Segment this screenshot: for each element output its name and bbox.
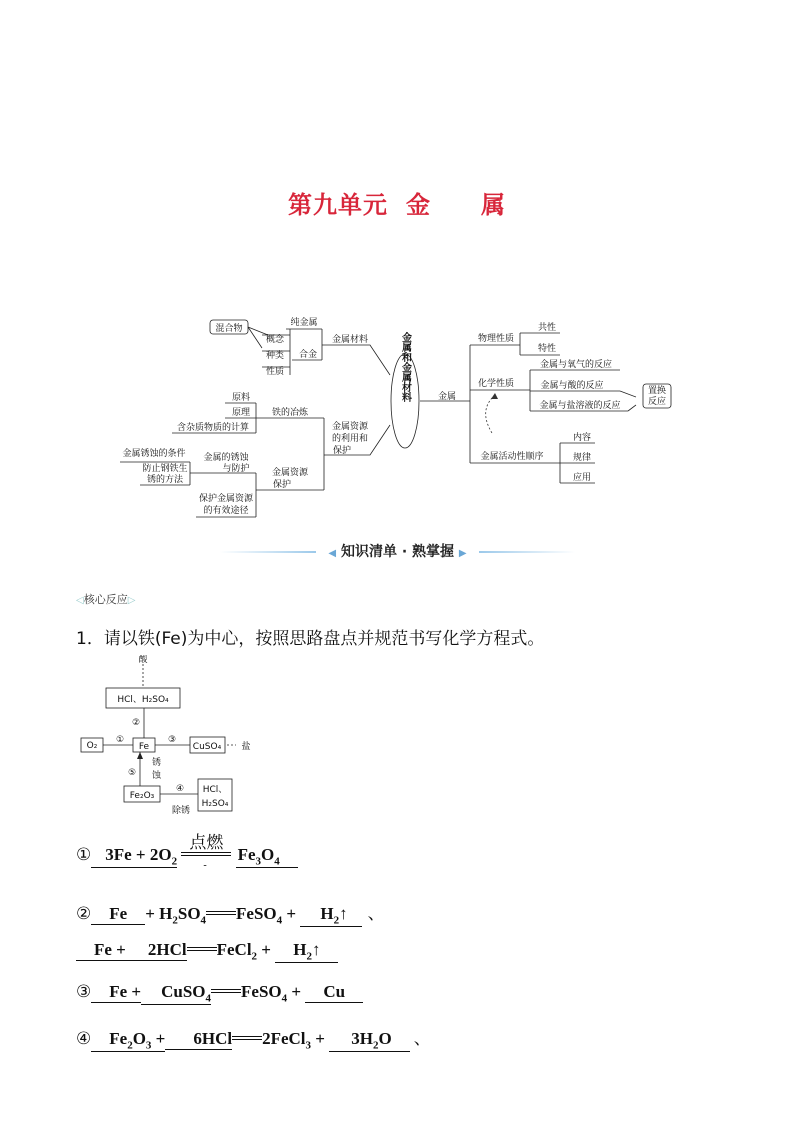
mm-baohu-l1: 金属资源	[271, 468, 309, 478]
mm-huaxuexingzhi: 化学性质	[477, 379, 515, 389]
mm-hejin: 合金	[298, 350, 318, 360]
banner-text: 知识清单 · 熟掌握	[340, 544, 455, 560]
title-part2: 金	[406, 191, 431, 219]
reaction-diagram	[76, 655, 316, 815]
mind-map	[0, 305, 794, 545]
mm-zhihuan-l1: 置换	[647, 386, 667, 396]
rd-o2: O₂	[86, 741, 98, 751]
rd-n1: ①	[115, 735, 125, 745]
mm-hanza: 含杂质物质的计算	[176, 423, 250, 433]
mm-youxiao-l1: 保护金属资源	[198, 494, 254, 504]
mm-fangzhi-l1: 防止钢铁生	[142, 464, 188, 474]
rd-shi: 蚀	[152, 771, 162, 781]
title-part1: 第九单元	[288, 191, 388, 219]
mm-zhonglei: 种类	[265, 351, 285, 361]
mm-yingyong: 应用	[572, 473, 592, 483]
page-title	[0, 185, 794, 220]
rd-n3: ③	[167, 735, 177, 745]
mm-guilv: 规律	[572, 453, 592, 463]
mm-hunhewu: 混合物	[215, 324, 243, 334]
rd-acids2-l2: H₂SO₄	[201, 799, 229, 809]
question-text: 1．请以铁(Fe)为中心，按照思路盘点并规范书写化学方程式。	[76, 629, 545, 649]
equation-4: ③ Fe + CuSO$_4$ FeSO$_4$ + Cu	[76, 982, 363, 1005]
mm-yuanliao: 原料	[231, 393, 251, 403]
rd-chuxiu: 除锈	[172, 806, 191, 815]
mm-wulixingzhi: 物理性质	[477, 334, 515, 344]
mm-ziyuan-l2: 的利用和	[331, 434, 369, 444]
rd-acids: HCl、H₂SO₄	[117, 695, 169, 705]
rd-fe: Fe	[138, 742, 150, 752]
rd-yan: 盐	[241, 742, 251, 752]
equation-5: ④ $Fe_2O_3 + 6HCl$ 2FeCl$_3$ + $3H_2O$ 、	[76, 1029, 431, 1052]
mm-suan: 金属与酸的反应	[540, 381, 604, 391]
rd-cuso4: CuSO₄	[192, 742, 222, 752]
mm-gainian: 概念	[265, 335, 285, 345]
mm-jinshucailiao: 金属材料	[331, 335, 369, 345]
rd-n5: ⑤	[127, 768, 137, 778]
mm-neirong: 内容	[572, 433, 592, 443]
mm-baohu-l2: 保护	[272, 480, 292, 490]
rd-suan: 酸	[138, 655, 148, 665]
rd-acids2-l1: HCl、	[202, 785, 228, 795]
section-label: ◁核心反应▷	[76, 593, 136, 606]
rd-xiu: 锈	[152, 758, 162, 768]
title-part3: 属	[481, 191, 506, 219]
mm-xiushi-l2: 与防护	[222, 464, 250, 474]
equation-2: ② $Fe + H_2SO_4$ FeSO$_4$ + $H_2↑$ 、	[76, 904, 385, 927]
mm-yangqi: 金属与氧气的反应	[539, 360, 613, 370]
mm-ziyuan-l3: 保护	[332, 446, 352, 456]
mm-xiushitiaojian: 金属锈蚀的条件	[122, 449, 186, 459]
mm-xiushi-l1: 金属的锈蚀	[203, 453, 249, 463]
mm-ziyuan-l1: 金属资源	[331, 422, 369, 432]
mm-jinshu: 金属	[437, 392, 457, 402]
equation-3: Fe + 2HCl FeCl$_2$ + $H_2↑$	[76, 940, 338, 963]
section-banner: ◀ 知识清单 · 熟掌握 ▶	[220, 541, 575, 563]
mm-chunjinshu: 纯金属	[290, 318, 318, 328]
mm-yuanli: 原理	[231, 408, 251, 418]
mm-zhihuan-l2: 反应	[647, 397, 667, 407]
mm-gongxing: 共性	[537, 323, 557, 333]
rd-n4: ④	[175, 784, 185, 794]
mm-fangzhi-l2: 锈的方法	[146, 475, 184, 485]
mm-yanrongye: 金属与盐溶液的反应	[539, 401, 621, 411]
mm-youxiao-l2: 的有效途径	[203, 506, 249, 516]
equation-1: ① $3Fe + 2O_2$ 点燃 - $Fe_3O_4$	[76, 845, 298, 868]
rd-n2: ②	[131, 718, 141, 728]
mm-tiedeyelian: 铁的冶炼	[271, 408, 309, 418]
mm-texing: 特性	[537, 344, 557, 354]
rd-fe2o3: Fe₂O₃	[129, 791, 155, 801]
mm-xingzhi: 性质	[265, 367, 285, 377]
mm-center: 金属和金属材料	[399, 332, 411, 402]
mm-huodongxing: 金属活动性顺序	[480, 452, 544, 462]
